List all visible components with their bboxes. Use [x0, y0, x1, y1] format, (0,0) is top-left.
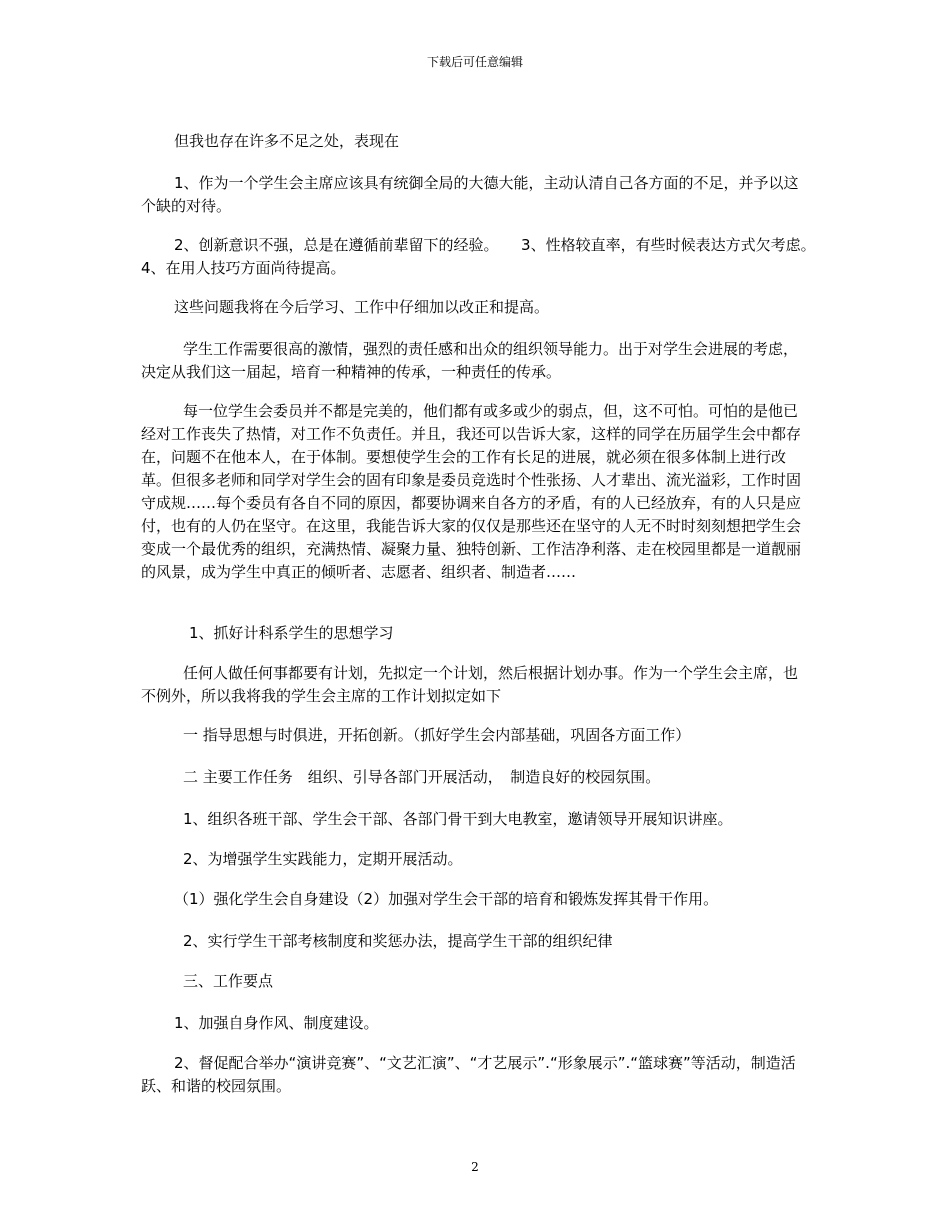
paragraph: 1、加强自身作风、制度建设。 — [174, 1014, 379, 1032]
paragraph: 任何人做任何事都要有计划，先拟定一个计划，然后根据计划办事。作为一个学生会主席，也不例外，所以我将我的学生会主席的工作计划拟定如下 — [141, 664, 799, 705]
paragraph-block — [141, 400, 809, 584]
paragraph-block — [141, 808, 809, 831]
paragraph: 二 主要工作任务 组织、引导各部门开展活动， 制造良好的校园氛围。 — [183, 768, 661, 786]
paragraph-block — [141, 296, 809, 319]
paragraph-block — [141, 662, 809, 708]
paragraph-block — [141, 724, 809, 747]
document-body — [141, 130, 809, 153]
paragraph: 学生工作需要很高的激情，强烈的责任感和出众的组织领导能力。出于对学生会进展的考虑，决定从我们这一届起，培育一种精神的传承，一种责任的传承。 — [141, 340, 799, 381]
paragraph: 2、实行学生干部考核制度和奖惩办法，提高学生干部的组织纪律 — [183, 932, 613, 950]
paragraph-block — [141, 338, 809, 384]
paragraph-block — [141, 970, 809, 993]
page-number: 2 — [471, 1160, 479, 1174]
paragraph-block — [141, 766, 809, 789]
paragraph-block — [141, 622, 809, 645]
paragraph: 2、创新意识不强，总是在遵循前辈留下的经验。 3、性格较直率，有些时候表达方式欠考虑。 4、在用人技巧方面尚待提高。 — [141, 236, 839, 277]
paragraph: （1）强化学生会自身建设（2）加强对学生会干部的培育和锻炼发挥其骨干作用。 — [174, 890, 719, 908]
paragraph-block — [141, 888, 809, 911]
page-header: 下载后可任意编辑 — [426, 55, 523, 69]
paragraph-block — [141, 234, 839, 280]
paragraph: 1、组织各班干部、学生会干部、各部门骨干到大电教室，邀请领导开展知识讲座。 — [183, 810, 733, 828]
paragraph: 三、工作要点 — [183, 972, 274, 990]
paragraph: 这些问题我将在今后学习、工作中仔细加以改正和提高。 — [174, 298, 550, 316]
paragraph: 2、督促配合举办“演讲竞赛”、“文艺汇演”、“才艺展示”.“形象展示”.“篮球赛”等活动，制造活跃、和谐的校园氛围。 — [141, 1054, 796, 1095]
paragraph-block — [141, 1052, 809, 1098]
paragraph: 一 指导思想与时俱进，开拓创新。（抓好学生会内部基础，巩固各方面工作） — [183, 726, 691, 744]
paragraph-block — [141, 1012, 809, 1035]
paragraph: 1、抓好计科系学生的思想学习 — [189, 624, 394, 642]
paragraph: 2、为增强学生实践能力，定期开展活动。 — [183, 850, 463, 868]
paragraph: 每一位学生会委员并不都是完美的，他们都有或多或少的弱点，但，这不可怕。可怕的是他已经对工作丧失了热情，对工作不负责任。并且，我还可以告诉大家，这样的同学在历届学生会中都存在，问题不在他本人，在于体制。要想使学生会的工作有长足的进展，就必须在很多体制上进行改革。但很多老师和同学对学生会的固有印象是委员竞选时个性张扬、人才辈出、流光溢彩，工作时固守成规……每个委员有各自不同的原因，都要协调来自各方的矛盾，有的人已经放弃，有的人只是应付，也有的人仍在坚守。在这里，我能告诉大家的仅仅是那些还在坚守的人无不时时刻刻想把学生会变成一个最优秀的组织，充满热情、凝聚力量、独特创新、工作洁净利落、走在校园里都是一道靓丽的风景，成为学生中真正的倾听者、志愿者、组织者、制造者…… — [141, 402, 802, 581]
paragraph: 1、作为一个学生会主席应该具有统御全局的大德大能，主动认清自己各方面的不足，并予以这个缺的对待。 — [141, 174, 799, 215]
paragraph-block — [141, 848, 809, 871]
paragraph-block — [141, 172, 809, 218]
paragraph-block — [141, 930, 809, 953]
paragraph: 但我也存在许多不足之处，表现在 — [174, 132, 400, 150]
